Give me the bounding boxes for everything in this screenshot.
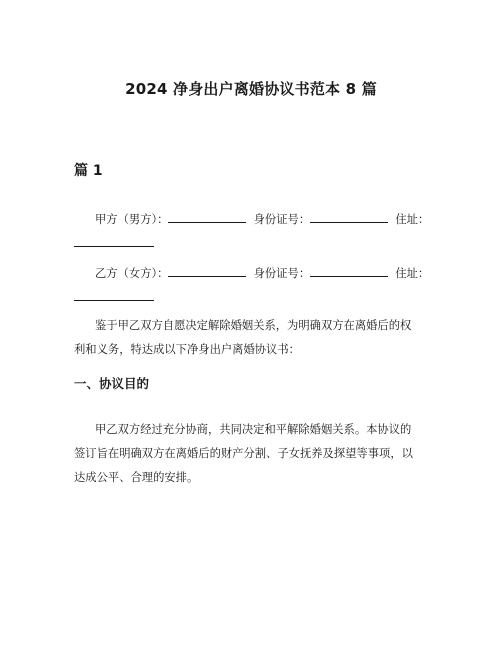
purpose-line-2: 签订旨在明确双方在离婚后的财产分割、子女抚养及探望等事项，以 [74,447,413,460]
section-heading: 篇 1 [74,163,103,179]
heading-purpose: 一、协议目的 [74,376,150,391]
party-a-id-label: 身份证号： [253,213,311,226]
party-a-addr-label: 住址： [395,213,430,226]
party-b-id-blank [310,265,388,277]
party-b-label: 乙方（女方）： [95,267,169,280]
purpose-line-1: 甲乙双方经过充分协商，共同决定和平解除婚姻关系。本协议的 [95,423,412,436]
party-a-addr-line [74,235,154,251]
party-a-line [95,211,429,227]
intro-line-1: 鉴于甲乙双方自愿决定解除婚姻关系，为明确双方在离婚后的权 [95,319,412,332]
party-a-id-blank [310,211,388,223]
party-a-label: 甲方（男方）： [95,213,169,226]
party-b-addr-line [74,289,154,305]
purpose-line-3: 达成公平、合理的安排。 [74,471,199,484]
party-b-addr-label: 住址： [395,267,430,280]
document-title: 2024 净身出户离婚协议书范本 8 篇 [125,80,377,98]
party-a-addr-blank [74,235,154,247]
intro-line-2: 利和义务，特达成以下净身出户离婚协议书： [74,343,300,356]
party-a-name-blank [168,211,246,223]
party-b-addr-blank [74,289,154,301]
party-b-name-blank [168,265,246,277]
party-b-line [95,265,429,281]
party-b-id-label: 身份证号： [253,267,311,280]
